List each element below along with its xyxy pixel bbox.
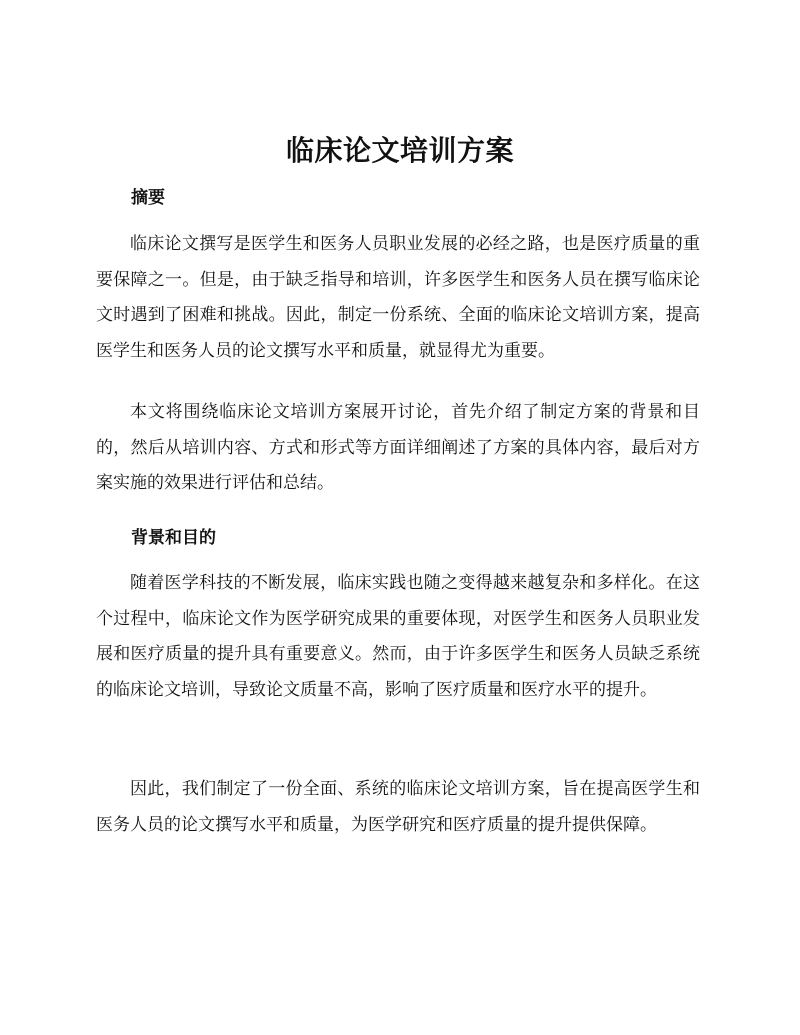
section-heading-abstract: 摘要 (131, 188, 165, 208)
background-paragraph-2: 因此，我们制定了一份全面、系统的临床论文培训方案，旨在提高医学生和医务人员的论文撰写水平和质量，为医学研究和医疗质量的提升提供保障。 (96, 779, 700, 835)
abstract-paragraph-2: 本文将围绕临床论文培训方案展开讨论，首先介绍了制定方案的背景和目的，然后从培训内容、方式和形式等方面详细阐述了方案的具体内容，最后对方案实施的效果进行评估和总结。 (96, 402, 700, 493)
document-title: 临床论文培训方案 (285, 134, 514, 167)
section-heading-background: 背景和目的 (131, 528, 216, 548)
background-paragraph-1: 随着医学科技的不断发展，临床实践也随之变得越来越复杂和多样化。在这个过程中，临床论文作为医学研究成果的重要体现，对医学生和医务人员职业发展和医疗质量的提升具有重要意义。然而，由于许多医学生和医务人员缺乏系统的临床论文培训，导致论文质量不高，影响了医疗质量和医疗水平的提升。 (96, 573, 700, 700)
abstract-paragraph-1: 临床论文撰写是医学生和医务人员职业发展的必经之路，也是医疗质量的重要保障之一。但是，由于缺乏指导和培训，许多医学生和医务人员在撰写临床论文时遇到了困难和挑战。因此，制定一份系统、全面的临床论文培训方案，提高医学生和医务人员的论文撰写水平和质量，就显得尤为重要。 (96, 234, 700, 361)
